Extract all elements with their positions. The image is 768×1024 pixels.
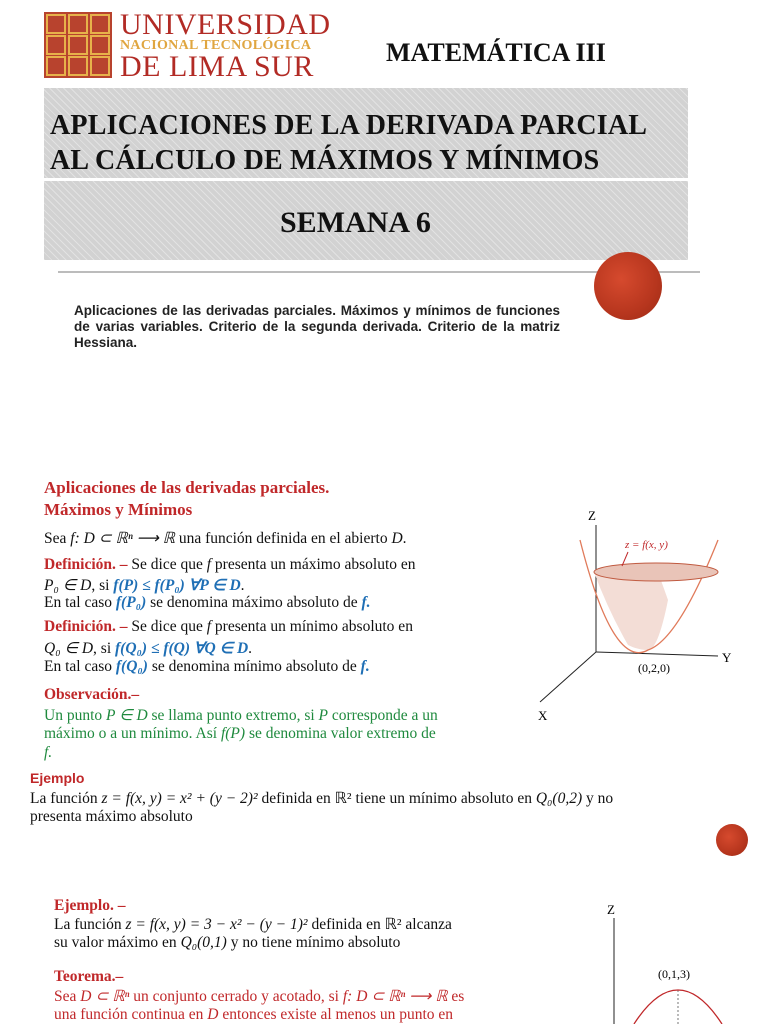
- def-value: f(P₀): [115, 594, 147, 611]
- logo-pattern-cell: [90, 14, 110, 34]
- obs-text-3: corresponde a un: [328, 707, 438, 724]
- ex-formula: z = f(x, y) = x² + (y − 2)²: [101, 790, 258, 807]
- obs-text: Un punto: [44, 707, 106, 724]
- page-title-line2: AL CÁLCULO DE MÁXIMOS Y MÍNIMOS: [50, 145, 600, 176]
- def-point: Q₀ ∈ D: [44, 640, 94, 657]
- example2-label: Ejemplo. –: [54, 897, 126, 914]
- definition-max-line3: [44, 594, 371, 612]
- x-axis-label: X: [538, 708, 548, 723]
- def-tal: En tal caso: [44, 658, 116, 675]
- def-text-2: presenta un mínimo absoluto en: [211, 618, 413, 635]
- logo-pattern-cell: [68, 35, 88, 55]
- ex-point: Q₀(0,2): [535, 790, 583, 807]
- university-name-line3: DE LIMA SUR: [120, 50, 314, 83]
- def-f: f: [206, 618, 212, 635]
- def-f: f: [206, 556, 212, 573]
- def-condition: f(Q₀) ≤ f(Q) ∀Q ∈ D: [115, 640, 249, 657]
- obs-text-5: se denomina valor extremo de: [245, 725, 436, 742]
- maximum-point-label: (0,1,3): [658, 967, 690, 981]
- def-si: , si: [93, 640, 115, 657]
- example-line2: presenta máximo absoluto: [30, 808, 193, 825]
- obs-text-2: se llama punto extremo, si: [147, 707, 319, 724]
- logo-pattern-cell: [90, 56, 110, 76]
- intro-formula: f: D ⊂ ℝⁿ ⟶ ℝ: [70, 530, 175, 547]
- example2-line2: [54, 934, 400, 952]
- intro-text-2: una función definida en el abierto: [174, 530, 392, 547]
- teo-d: D: [207, 1006, 219, 1023]
- logo-pattern-cell: [46, 35, 66, 55]
- definition-label: Definición. –: [44, 618, 128, 635]
- ex2-formula: z = f(x, y) = 3 − x² − (y − 1)²: [125, 916, 308, 933]
- theorem-line2: [54, 1006, 453, 1024]
- ex-text-4: y no: [582, 790, 614, 807]
- intro-text: Sea: [44, 530, 71, 547]
- def-f-end: f.: [360, 658, 370, 675]
- ex2-text: La función: [54, 916, 126, 933]
- minimum-point-label: (0,2,0): [638, 661, 670, 675]
- def-value: f(Q₀): [115, 658, 148, 675]
- teo-set: D ⊂ ℝⁿ: [80, 988, 130, 1005]
- definition-min-line1: [44, 618, 413, 636]
- definition-max-line1: [44, 556, 416, 574]
- obs-point: P ∈ D: [106, 707, 148, 724]
- y-axis: [596, 652, 718, 656]
- ex-text-3: tiene un mínimo absoluto en: [351, 790, 536, 807]
- obs-fp: f(P): [220, 725, 246, 742]
- inverted-paraboloid-figure: [590, 896, 740, 1024]
- teo-function: f: D ⊂ ℝⁿ ⟶ ℝ: [342, 988, 448, 1005]
- teo-text-4: una función continua en: [54, 1006, 208, 1023]
- ex2-text-5: y no tiene mínimo absoluto: [226, 934, 401, 951]
- decorative-circle: [594, 252, 662, 320]
- ex-r2: ℝ²: [334, 790, 352, 807]
- obs-text-4: máximo o a un mínimo. Así: [44, 725, 221, 742]
- def-tal: En tal caso: [44, 594, 116, 611]
- z-axis-label: Z: [588, 508, 596, 523]
- theorem-label: Teorema.–: [54, 968, 124, 985]
- surface-label: z = f(x, y): [625, 539, 668, 551]
- ex2-r2: ℝ²: [384, 916, 402, 933]
- observation-label: Observación.–: [44, 686, 140, 703]
- def-point: P₀ ∈ D: [44, 577, 92, 594]
- observation-line3: f.: [44, 744, 53, 761]
- logo-pattern-cell: [68, 14, 88, 34]
- ex2-point: Q₀(0,1): [180, 934, 227, 951]
- def-text: Se dice que: [127, 618, 207, 635]
- z-axis-label: Z: [607, 902, 615, 917]
- example2-line1: [54, 915, 452, 934]
- paraboloid-rim: [594, 563, 718, 581]
- summary-text: Aplicaciones de las derivadas parciales. Máximos y mínimos de funciones de varias variables. Criterio de la segunda derivada. Criterio de la matriz Hessiana.: [74, 303, 560, 350]
- definition-min-line2: Q₀ ∈ D, si f(Q₀) ≤ f(Q) ∀Q ∈ D.: [44, 640, 253, 657]
- logo-pattern-cell: [90, 35, 110, 55]
- ex-text-2: definida en: [257, 790, 335, 807]
- y-axis-label: Y: [722, 650, 732, 665]
- intro-set: D: [391, 530, 403, 547]
- section-heading: Aplicaciones de las derivadas parciales.: [44, 478, 330, 497]
- teo-text-2: un conjunto cerrado y acotado, si: [129, 988, 343, 1005]
- ex2-text-2: definida en: [307, 916, 385, 933]
- def-text-2: presenta un máximo absoluto en: [211, 556, 416, 573]
- teo-text-5: entonces existe al menos un punto en: [218, 1006, 454, 1023]
- def-condition: f(P) ≤ f(P₀) ∀P ∈ D: [113, 577, 241, 594]
- course-title: MATEMÁTICA III: [386, 38, 606, 67]
- university-name-line2: NACIONAL TECNOLÓGICA: [120, 38, 312, 53]
- logo-pattern-cell: [46, 14, 66, 34]
- logo-pattern-cell: [46, 56, 66, 76]
- teo-text-3: es: [447, 988, 465, 1005]
- observation-line1: [44, 706, 438, 725]
- theorem-line1: [54, 987, 464, 1006]
- example-label: Ejemplo: [30, 770, 85, 786]
- def-tal-b: se denomina mínimo absoluto de: [147, 658, 361, 675]
- definition-label: Definición. –: [44, 556, 128, 573]
- def-text: Se dice que: [127, 556, 207, 573]
- obs-p: P: [318, 707, 329, 724]
- decorative-circle-small: [716, 824, 748, 856]
- week-label: SEMANA 6: [280, 206, 431, 239]
- logo-pattern-cell: [68, 56, 88, 76]
- x-axis: [540, 652, 596, 702]
- university-logo: [44, 12, 112, 78]
- def-f-end: f.: [361, 594, 371, 611]
- page-title-line1: APLICACIONES DE LA DERIVADA PARCIAL: [50, 110, 648, 141]
- ex-text: La función: [30, 790, 102, 807]
- university-name-line1: UNIVERSIDAD: [120, 8, 331, 41]
- observation-line2: [44, 725, 436, 743]
- def-tal-b: se denomina máximo absoluto de: [146, 594, 362, 611]
- teo-text: Sea: [54, 988, 81, 1005]
- ex2-text-4: su valor máximo en: [54, 934, 181, 951]
- ex2-text-3: alcanza: [401, 916, 452, 933]
- section-subheading: Máximos y Mínimos: [44, 500, 193, 519]
- banner-divider: [44, 178, 688, 181]
- definition-min-line3: [44, 658, 370, 676]
- intro-line: Sea f: D ⊂ ℝⁿ ⟶ ℝ una función definida en el abierto D.: [44, 530, 407, 547]
- definition-max-line2: P₀ ∈ D, si f(P) ≤ f(P₀) ∀P ∈ D.: [44, 577, 245, 594]
- paraboloid-figure: [528, 500, 768, 730]
- def-si: , si: [91, 577, 114, 594]
- example-line1: [30, 789, 613, 808]
